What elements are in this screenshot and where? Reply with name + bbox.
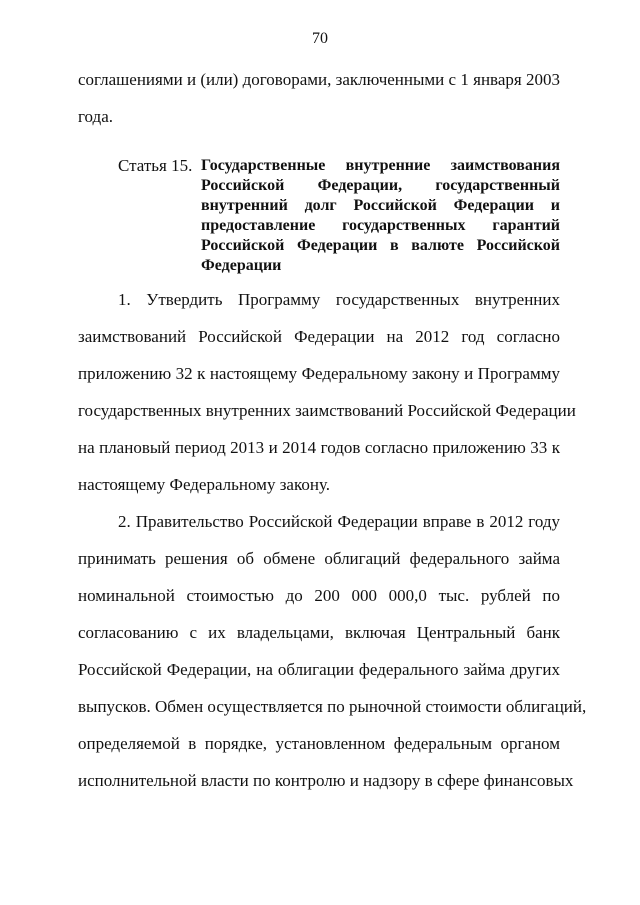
- article-title-line: Российской Федерации в валюте Российской: [201, 237, 560, 254]
- paragraph-1-line: приложению 32 к настоящему Федеральному закону и Программу: [78, 364, 560, 383]
- article-title-line: Государственные внутренние заимствования: [201, 157, 560, 174]
- paragraph-2-line: согласованию с их владельцами, включая Центральный банк: [78, 623, 560, 642]
- paragraph-2-line: принимать решения об обмене облигаций федерального займа: [78, 549, 560, 568]
- paragraph-2-line: номинальной стоимостью до 200 000 000,0 тыс. рублей по: [78, 586, 560, 605]
- article-title-line: внутренний долг Российской Федерации и: [201, 197, 560, 214]
- paragraph-2-line: 2. Правительство Российской Федерации вправе в 2012 году: [118, 512, 560, 531]
- article-title: [201, 156, 560, 276]
- paragraph-1-line: государственных внутренних заимствований Российской Федерации: [78, 401, 576, 420]
- article-title-line: Федерации: [201, 257, 282, 274]
- paragraph-1-line: на плановый период 2013 и 2014 годов согласно приложению 33 к: [78, 438, 560, 457]
- page-number: 70: [312, 30, 328, 47]
- paragraph-1-line: заимствований Российской Федерации на 2012 год согласно: [78, 327, 560, 346]
- article-title-line: Российской Федерации, государственный: [201, 177, 560, 194]
- intro-line: соглашениями и (или) договорами, заключенными с 1 января 2003: [78, 70, 560, 89]
- paragraph-2-line: исполнительной власти по контролю и надзору в сфере финансовых: [78, 771, 574, 790]
- intro-line: года.: [78, 107, 114, 126]
- paragraph-2-line: выпусков. Обмен осуществляется по рыночной стоимости облигаций,: [78, 697, 587, 716]
- paragraph-1-line: 1. Утвердить Программу государственных внутренних: [118, 290, 560, 309]
- article-title-line: предоставление государственных гарантий: [201, 217, 560, 234]
- paragraph-2-line: определяемой в порядке, установленном федеральным органом: [78, 734, 560, 753]
- paragraph-2-line: Российской Федерации, на облигации федерального займа других: [78, 660, 560, 679]
- article-label: Статья 15.: [118, 156, 193, 175]
- paragraph-1-line: настоящему Федеральному закону.: [78, 475, 330, 494]
